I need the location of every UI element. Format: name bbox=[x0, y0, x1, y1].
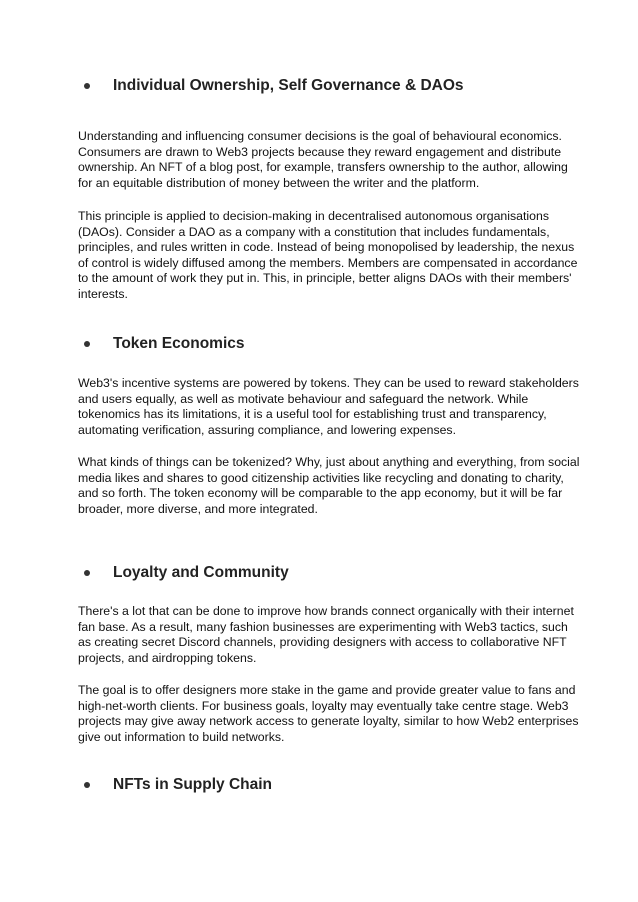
bullet-icon bbox=[84, 341, 90, 347]
text-line: Consumers are drawn to Web3 projects because they reward engagement and distribute bbox=[78, 144, 562, 159]
text-line: media likes and shares to good citizenship activities like recycling and donating to charity, bbox=[78, 470, 564, 485]
paragraph bbox=[78, 604, 574, 666]
paragraph bbox=[78, 455, 580, 517]
text-line: Understanding and influencing consumer decisions is the goal of behavioural economics. bbox=[78, 129, 562, 143]
heading-text: Individual Ownership, Self Governance & DAOs bbox=[113, 77, 464, 94]
section-heading-nfts-supply-chain bbox=[84, 776, 272, 794]
text-line: This principle is applied to decision-making in decentralised autonomous organisations bbox=[78, 209, 549, 223]
heading-text: Token Economics bbox=[113, 335, 245, 352]
text-line: for an equitable distribution of money between the writer and the platform. bbox=[78, 175, 480, 190]
paragraph bbox=[78, 129, 568, 191]
heading-text: NFTs in Supply Chain bbox=[113, 776, 273, 793]
paragraph bbox=[78, 209, 578, 302]
text-line: automating verification, assuring compliance, and lowering expenses. bbox=[78, 422, 456, 437]
text-line: ownership. An NFT of a blog post, for example, transfers ownership to the author, allowing bbox=[78, 160, 568, 174]
text-line: give out information to build networks. bbox=[78, 729, 285, 744]
text-line: projects, and airdropping tokens. bbox=[78, 650, 257, 665]
text-line: Web3's incentive systems are powered by tokens. They can be used to reward stakeholders bbox=[78, 376, 579, 390]
text-line: to the amount of work they put in. This, in principle, better aligns DAOs with their members' bbox=[78, 271, 572, 285]
section-heading-individual-ownership bbox=[84, 77, 464, 95]
text-line: and users equally, as well as motivate behaviour and safeguard the network. While bbox=[78, 391, 529, 406]
text-line: of control is widely diffused among the members. Members are compensated in accordance bbox=[78, 255, 578, 270]
bullet-icon bbox=[84, 782, 90, 788]
text-line: (DAOs). Consider a DAO as a company with a constitution that includes fundamentals, bbox=[78, 224, 550, 239]
text-line: fan base. As a result, many fashion businesses are experimenting with Web3 tactics, such bbox=[78, 619, 568, 634]
bullet-icon bbox=[84, 570, 90, 576]
section-heading-loyalty-community bbox=[84, 564, 289, 582]
section-heading-token-economics bbox=[84, 335, 245, 353]
paragraph bbox=[78, 683, 579, 745]
text-line: and so forth. The token economy will be comparable to the app economy, but it will be far bbox=[78, 486, 563, 500]
text-line: There's a lot that can be done to improve how brands connect organically with their internet bbox=[78, 604, 574, 618]
paragraph bbox=[78, 376, 579, 438]
text-line: as creating secret Discord channels, providing designers with access to collaborative NFT bbox=[78, 635, 567, 649]
text-line: What kinds of things can be tokenized? Why, just about anything and everything, from social bbox=[78, 455, 580, 469]
text-line: The goal is to offer designers more stake in the game and provide greater value to fans and bbox=[78, 683, 576, 697]
text-line: interests. bbox=[78, 286, 128, 301]
heading-text: Loyalty and Community bbox=[113, 564, 289, 581]
bullet-icon bbox=[84, 83, 90, 89]
text-line: projects may give away network access to generate loyalty, similar to how Web2 enterprises bbox=[78, 714, 579, 728]
text-line: tokenomics has its limitations, it is a useful tool for establishing trust and transparency, bbox=[78, 407, 547, 421]
text-line: high-net-worth clients. For business goals, loyalty may eventually take centre stage. Web3 bbox=[78, 698, 569, 713]
text-line: broader, more diverse, and more integrated. bbox=[78, 501, 318, 516]
text-line: principles, and rules written in code. Instead of being monopolised by leadership, the nexus bbox=[78, 240, 575, 254]
